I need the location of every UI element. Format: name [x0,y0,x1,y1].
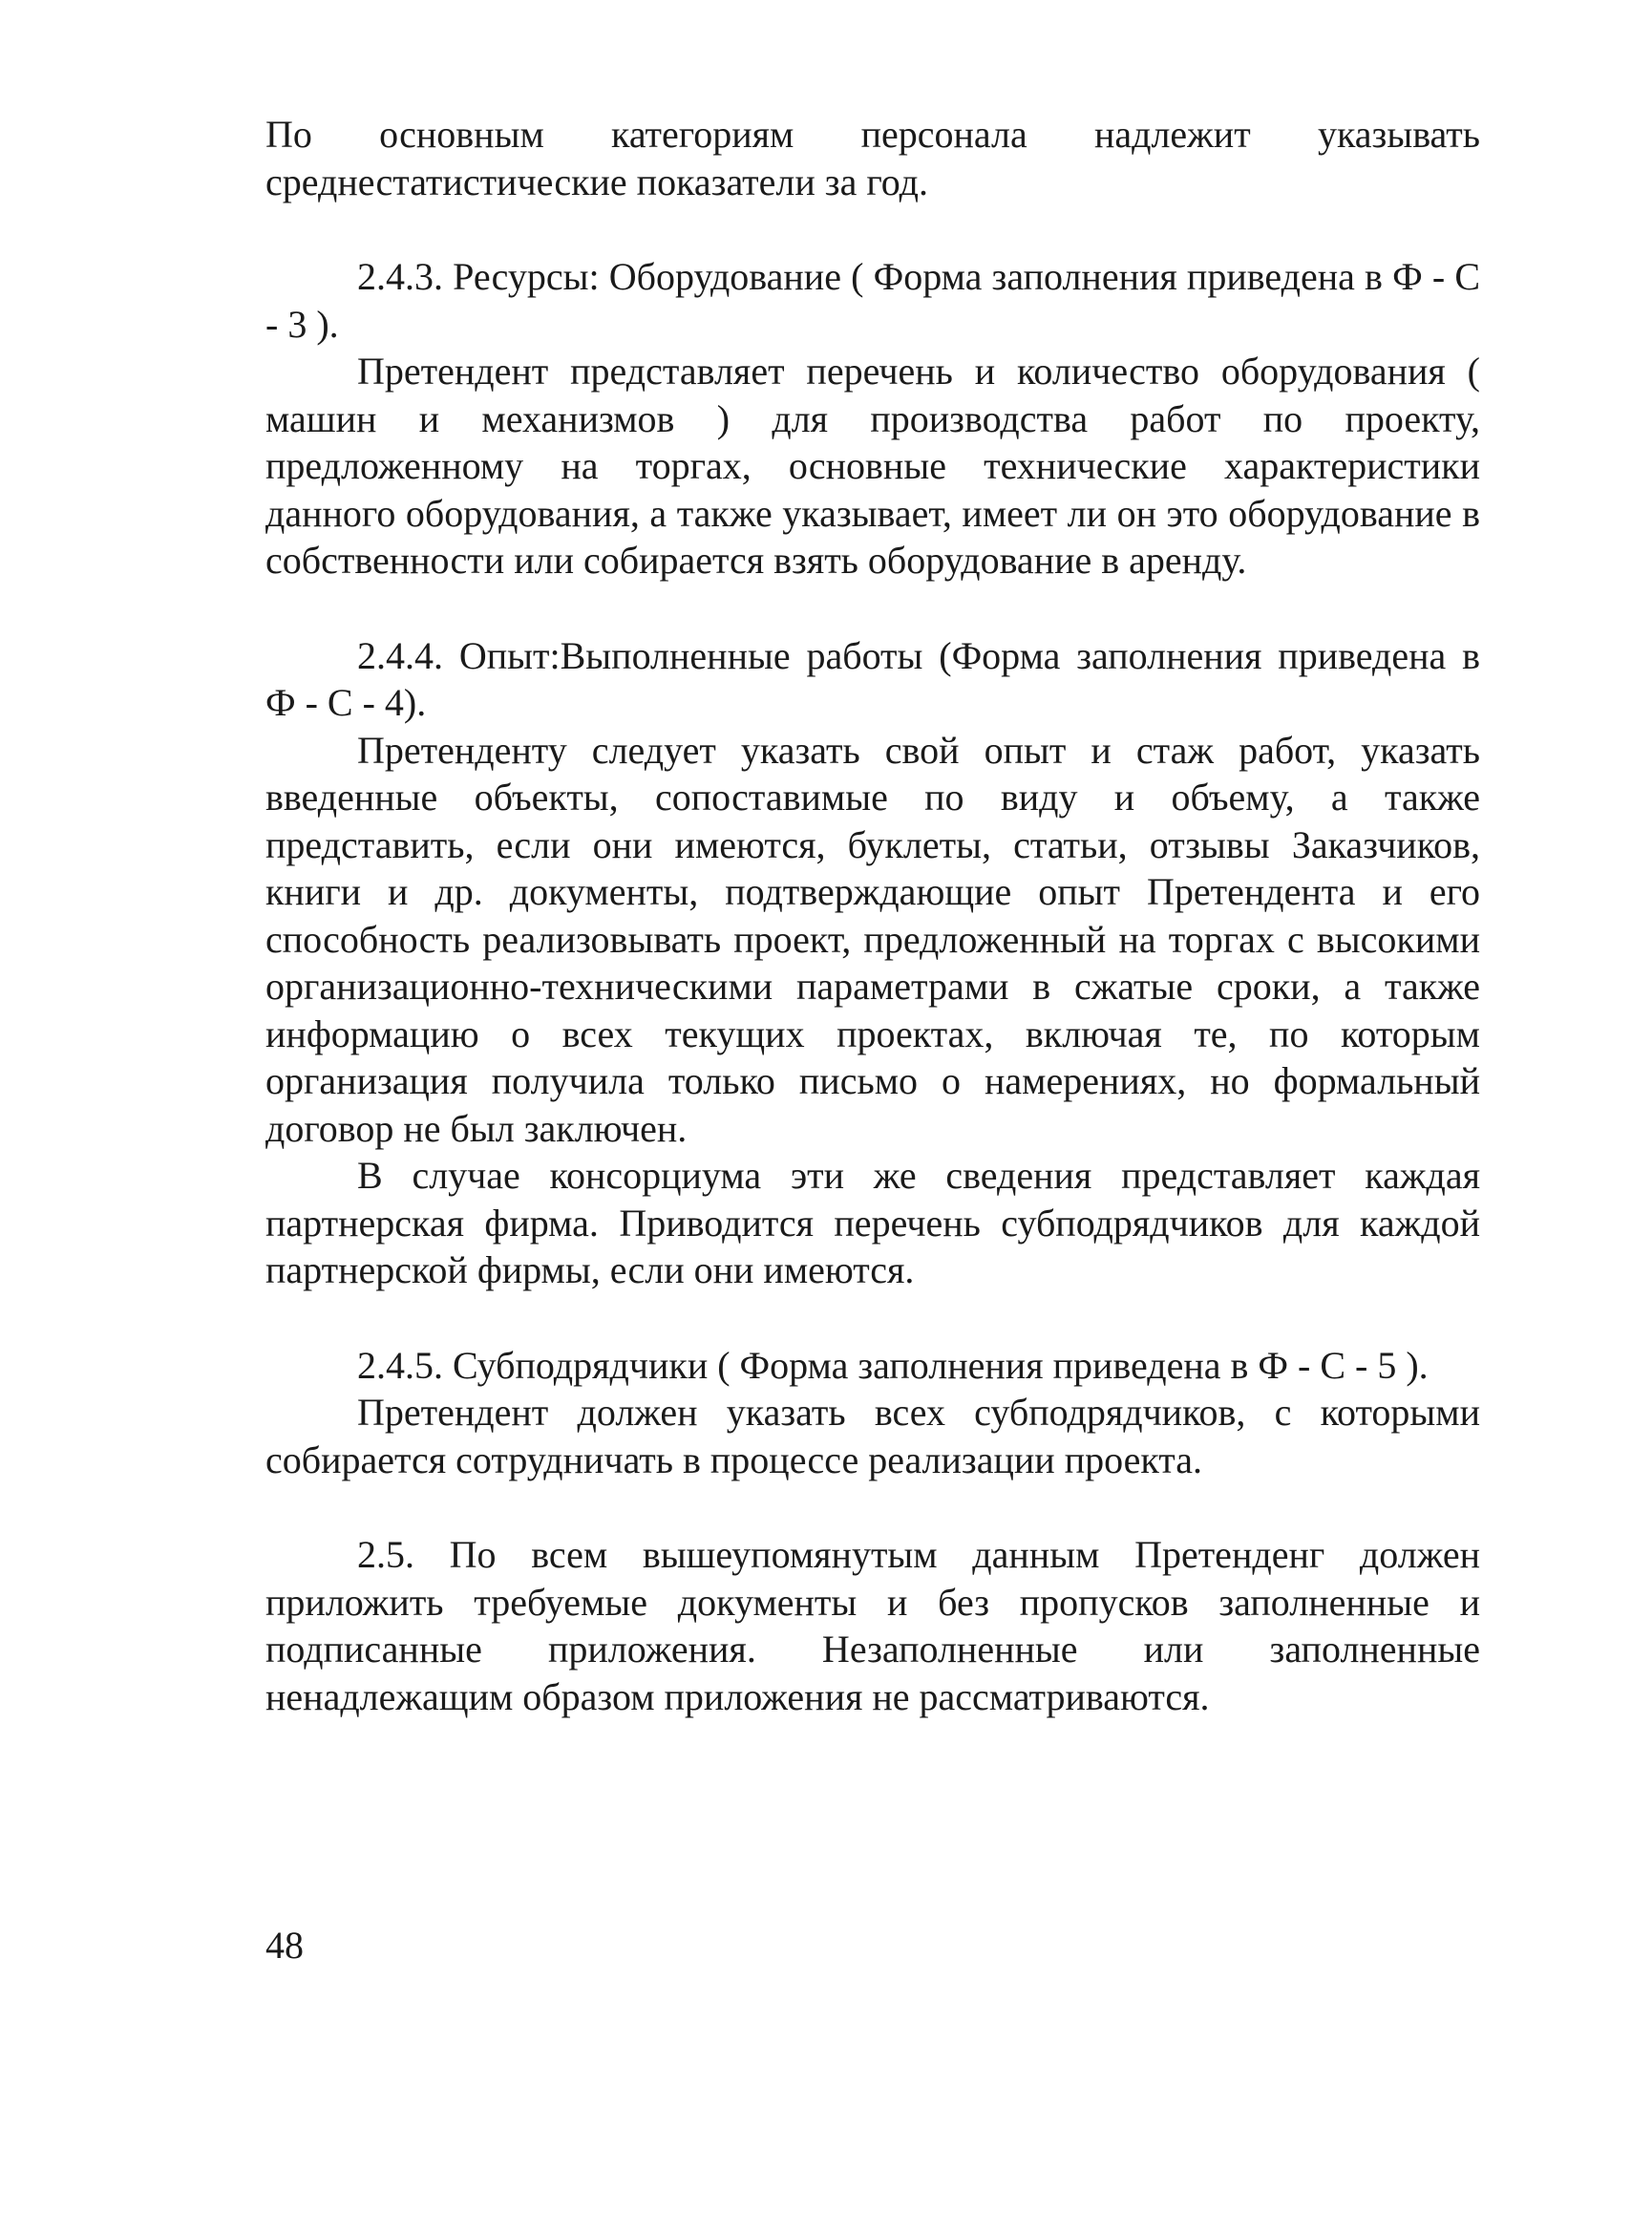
paragraph-experience: Претенденту следует указать свой опыт и стаж работ, указать введенные объекты, сопоставимые по виду и объему, а также представить, если они имеются, буклеты, статьи, отзывы Заказчиков, книги и др. документы, подтверждающие опыт Претендента и его способность реализовывать проект, предложенный на торгах с высокими организационно-техническими параметрами в сжатые сроки, а также информацию о всех текущих проектах, включая те, по которым организация получила только письмо о намерениях, но формальный договор не был заключен. [265,728,1480,1150]
document-page [265,111,1480,1720]
paragraph-equipment-list: Претендент представляет перечень и количество оборудования ( машин и механизмов ) для производства работ по проекту, предложенному на торгах, основные технические характеристики данного оборудования, а также указывает, имеет ли он это оборудование в собственности или собирается взять оборудование в аренду. [265,350,1480,582]
page-number: 48 [265,1924,304,1967]
paragraph-subcontractors: Претендент должен указать всех субподрядчиков, с которыми собирается сотрудничать в процессе реализации проекта. [265,1391,1480,1481]
heading-2-4-3-equipment: 2.4.3. Ресурсы: Оборудование ( Форма заполнения приведена в Ф - С - 3 ). [265,255,1480,346]
paragraph-staff-categories: По основным категориям персонала надлежит указывать среднестатистические показатели за год. [265,113,1480,203]
paragraph-consortium: В случае консорциума эти же сведения представляет каждая партнерская фирма. Приводится перечень субподрядчиков для каждой партнерской фирмы, если они имеются. [265,1154,1480,1291]
heading-2-4-5-subcontractors: 2.4.5. Субподрядчики ( Форма заполнения приведена в Ф - С - 5 ). [357,1343,1429,1387]
heading-2-4-4-experience: 2.4.4. Опыт:Выполненные работы (Форма заполнения приведена в Ф - С - 4). [265,633,1480,724]
paragraph-2-5-documents: 2.5. По всем вышеупомянутым данным Претенденг должен приложить требуемые документы и без пропусков заполненные и подписанные приложения. Незаполненные или заполненные ненадлежащим образом приложения не рассматриваются. [265,1533,1480,1718]
